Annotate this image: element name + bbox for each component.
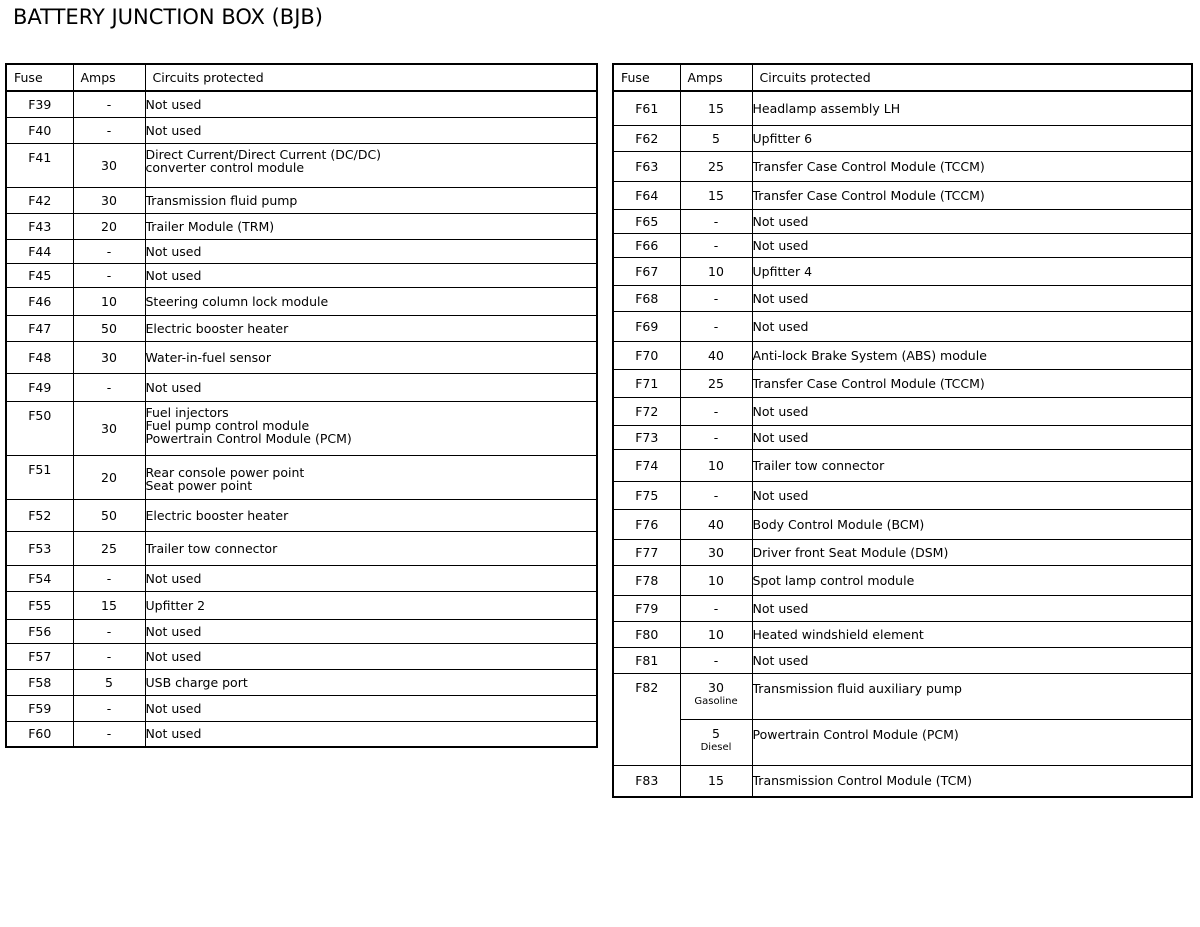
amps-number: 30	[101, 157, 117, 173]
fuse-number: F74	[613, 449, 680, 481]
circuit-line: Not used	[752, 290, 809, 306]
table-row	[6, 341, 597, 373]
circuit-line: Not used	[752, 213, 809, 229]
circuits-protected	[145, 213, 597, 239]
circuit-line: Transfer Case Control Module (TCCM)	[752, 375, 985, 391]
circuit-line: Steering column lock module	[145, 293, 329, 309]
fuse-number: F81	[613, 647, 680, 673]
circuit-line: Not used	[145, 96, 202, 112]
amps-value	[680, 765, 752, 797]
amps-number: 5	[712, 130, 720, 146]
fuse-number: F78	[613, 565, 680, 595]
circuits-protected	[145, 287, 597, 315]
table-row	[613, 285, 1192, 311]
circuit-line: Transfer Case Control Module (TCCM)	[752, 187, 985, 203]
amps-number: 10	[708, 572, 724, 588]
amps-note: Diesel	[700, 741, 732, 753]
circuit-line: Spot lamp control module	[752, 572, 915, 588]
table-row	[613, 481, 1192, 509]
circuit-line: Transmission fluid auxiliary pump	[752, 680, 962, 696]
fuse-number: F52	[6, 499, 73, 531]
fuse-number: F64	[613, 181, 680, 209]
amps-number: -	[106, 726, 112, 742]
fuse-number: F82	[613, 673, 680, 765]
fuse-number: F48	[6, 341, 73, 373]
fuse-number: F53	[6, 531, 73, 565]
fuse-number: F42	[6, 187, 73, 213]
circuits-protected	[752, 311, 1192, 341]
circuit-line: Powertrain Control Module (PCM)	[145, 430, 352, 446]
circuit-line: Driver front Seat Module (DSM)	[752, 544, 949, 560]
table-row	[613, 397, 1192, 425]
table-row	[613, 595, 1192, 621]
circuit-line: Not used	[752, 318, 809, 334]
amps-number: 20	[101, 218, 117, 234]
table-row	[6, 287, 597, 315]
circuit-line: Transmission Control Module (TCM)	[752, 773, 972, 789]
circuits-protected	[752, 449, 1192, 481]
amps-value	[73, 239, 145, 263]
table-row	[613, 621, 1192, 647]
table-row	[613, 233, 1192, 257]
table-row	[6, 263, 597, 287]
circuits-protected	[145, 721, 597, 747]
amps-number: -	[106, 379, 112, 395]
amps-value	[73, 721, 145, 747]
amps-value	[73, 373, 145, 401]
circuit-line: Not used	[145, 243, 202, 259]
amps-value	[73, 565, 145, 591]
fuse-number: F73	[613, 425, 680, 449]
table-row	[613, 509, 1192, 539]
table-row	[6, 721, 597, 747]
page-title: BATTERY JUNCTION BOX (BJB)	[13, 5, 323, 29]
circuits-protected	[752, 539, 1192, 565]
fuse-number: F44	[6, 239, 73, 263]
fuse-number: F72	[613, 397, 680, 425]
table-row	[613, 341, 1192, 369]
circuits-protected	[752, 565, 1192, 595]
amps-number: 25	[101, 540, 117, 556]
circuits-protected	[752, 209, 1192, 233]
circuits-protected	[145, 591, 597, 619]
amps-value	[680, 539, 752, 565]
amps-value	[73, 591, 145, 619]
table-row	[613, 91, 1192, 125]
circuit-line: Upfitter 2	[145, 597, 206, 613]
amps-value	[73, 213, 145, 239]
table-row	[6, 669, 597, 695]
amps-value	[73, 695, 145, 721]
circuits-protected	[145, 315, 597, 341]
circuit-line: Not used	[145, 267, 202, 283]
amps-number: 15	[708, 773, 724, 789]
fuse-number: F79	[613, 595, 680, 621]
circuit-line: Not used	[145, 648, 202, 664]
amps-value	[680, 91, 752, 125]
column-header-fuse: Fuse	[613, 64, 680, 91]
table-row	[6, 455, 597, 499]
circuits-protected	[145, 619, 597, 643]
circuits-protected	[752, 233, 1192, 257]
circuit-line: Anti-lock Brake System (ABS) module	[752, 347, 987, 363]
fuse-number: F83	[613, 765, 680, 797]
amps-value	[73, 401, 145, 455]
amps-value	[680, 341, 752, 369]
amps-number: -	[713, 600, 719, 616]
circuits-protected	[752, 765, 1192, 797]
amps-value	[680, 151, 752, 181]
circuits-protected	[145, 263, 597, 287]
table-header-row	[613, 64, 1192, 91]
amps-number: 25	[708, 158, 724, 174]
circuits-protected	[145, 643, 597, 669]
column-header-circuits: Circuits protected	[752, 64, 1192, 91]
circuit-line: Electric booster heater	[145, 507, 289, 523]
table-row	[6, 643, 597, 669]
fuse-number: F40	[6, 117, 73, 143]
table-row	[613, 425, 1192, 449]
circuit-line: Seat power point	[145, 477, 253, 493]
amps-value	[680, 595, 752, 621]
circuits-protected	[752, 621, 1192, 647]
table-row	[6, 591, 597, 619]
circuit-line: Not used	[145, 623, 202, 639]
amps-number: -	[713, 429, 719, 445]
amps-number: 30	[101, 420, 117, 436]
amps-number: 5	[105, 674, 113, 690]
amps-value	[680, 481, 752, 509]
table-row	[613, 209, 1192, 233]
circuits-protected	[145, 341, 597, 373]
circuit-line: Not used	[145, 379, 202, 395]
circuits-protected	[145, 499, 597, 531]
amps-value	[680, 285, 752, 311]
amps-number: -	[713, 318, 719, 334]
circuit-line: Not used	[145, 122, 202, 138]
circuits-protected	[145, 187, 597, 213]
circuit-line: Water-in-fuel sensor	[145, 349, 271, 365]
amps-value	[680, 425, 752, 449]
table-header-row	[6, 64, 597, 91]
amps-number: 20	[101, 469, 117, 485]
fuse-number: F75	[613, 481, 680, 509]
circuit-line: Not used	[752, 403, 809, 419]
circuits-protected	[752, 481, 1192, 509]
circuit-line: Upfitter 6	[752, 130, 813, 146]
amps-value	[73, 455, 145, 499]
table-row	[613, 539, 1192, 565]
table-row	[6, 117, 597, 143]
circuits-protected	[752, 257, 1192, 285]
circuits-protected	[752, 509, 1192, 539]
circuit-line: Not used	[752, 487, 809, 503]
fuse-number: F56	[6, 619, 73, 643]
amps-number: 30	[708, 544, 724, 560]
fuse-number: F47	[6, 315, 73, 341]
table-row	[6, 187, 597, 213]
table-row	[6, 373, 597, 401]
circuit-line: Trailer tow connector	[145, 540, 278, 556]
amps-value	[73, 143, 145, 187]
circuit-line: Not used	[752, 429, 809, 445]
fuse-number: F59	[6, 695, 73, 721]
amps-number: 15	[101, 597, 117, 613]
table-row	[6, 531, 597, 565]
circuit-line: Headlamp assembly LH	[752, 100, 901, 116]
amps-value	[73, 117, 145, 143]
fuse-number: F41	[6, 143, 73, 187]
circuits-protected	[145, 531, 597, 565]
amps-number: 40	[708, 516, 724, 532]
circuit-line: Powertrain Control Module (PCM)	[752, 726, 959, 742]
circuits-protected	[145, 669, 597, 695]
circuits-protected	[752, 719, 1192, 765]
fuse-number: F46	[6, 287, 73, 315]
table-row	[6, 695, 597, 721]
circuit-line: Trailer tow connector	[752, 457, 885, 473]
amps-value	[73, 619, 145, 643]
table-row	[613, 673, 1192, 719]
amps-number: -	[106, 648, 112, 664]
amps-number: 30	[101, 349, 117, 365]
amps-number: -	[106, 122, 112, 138]
amps-number: -	[713, 652, 719, 668]
table-row	[6, 143, 597, 187]
table-row	[613, 257, 1192, 285]
fuse-number: F45	[6, 263, 73, 287]
amps-number: -	[713, 403, 719, 419]
circuits-protected	[752, 595, 1192, 621]
table-row	[613, 647, 1192, 673]
fuse-number: F60	[6, 721, 73, 747]
table-row	[6, 91, 597, 117]
circuits-protected	[145, 117, 597, 143]
amps-value	[73, 643, 145, 669]
table-row	[6, 619, 597, 643]
fuse-number: F68	[613, 285, 680, 311]
amps-number: 40	[708, 347, 724, 363]
column-header-fuse: Fuse	[6, 64, 73, 91]
amps-value	[73, 315, 145, 341]
circuits-protected	[145, 91, 597, 117]
circuit-line: Not used	[752, 237, 809, 253]
amps-value	[680, 369, 752, 397]
circuit-line: Trailer Module (TRM)	[145, 218, 275, 234]
circuit-line: Body Control Module (BCM)	[752, 516, 925, 532]
amps-note: Gasoline	[694, 695, 738, 707]
circuit-line: Not used	[752, 652, 809, 668]
fuse-number: F62	[613, 125, 680, 151]
amps-number: 50	[101, 507, 117, 523]
fuse-number: F54	[6, 565, 73, 591]
fuse-number: F71	[613, 369, 680, 397]
circuits-protected	[145, 401, 597, 455]
table-row	[613, 565, 1192, 595]
fuse-number: F39	[6, 91, 73, 117]
amps-number: 10	[708, 626, 724, 642]
fuse-number: F63	[613, 151, 680, 181]
amps-value	[73, 531, 145, 565]
circuit-line: Not used	[145, 726, 202, 742]
amps-number: 15	[708, 100, 724, 116]
table-row	[6, 401, 597, 455]
circuit-line: Upfitter 4	[752, 263, 813, 279]
amps-value	[680, 647, 752, 673]
circuits-protected	[752, 125, 1192, 151]
amps-value	[680, 449, 752, 481]
table-row	[613, 369, 1192, 397]
circuits-protected	[752, 425, 1192, 449]
amps-value	[680, 181, 752, 209]
table-row	[6, 213, 597, 239]
circuits-protected	[145, 565, 597, 591]
circuits-protected	[752, 647, 1192, 673]
fuse-number: F66	[613, 233, 680, 257]
column-header-circuits: Circuits protected	[145, 64, 597, 91]
circuits-protected	[145, 455, 597, 499]
amps-value	[73, 91, 145, 117]
amps-number: -	[106, 623, 112, 639]
fuse-number: F58	[6, 669, 73, 695]
amps-value	[73, 263, 145, 287]
fuse-number: F50	[6, 401, 73, 455]
circuit-line: Not used	[145, 700, 202, 716]
amps-value	[680, 257, 752, 285]
table-row	[613, 311, 1192, 341]
circuit-line: Electric booster heater	[145, 320, 289, 336]
circuit-line: Fuel pump control module	[145, 417, 310, 433]
fuse-number: F70	[613, 341, 680, 369]
circuits-protected	[145, 373, 597, 401]
fuse-number: F57	[6, 643, 73, 669]
amps-value	[73, 287, 145, 315]
circuit-line: Transfer Case Control Module (TCCM)	[752, 158, 985, 174]
fuse-number: F67	[613, 257, 680, 285]
fuse-number: F76	[613, 509, 680, 539]
circuit-line: Not used	[145, 570, 202, 586]
table-row	[6, 239, 597, 263]
amps-value	[73, 341, 145, 373]
circuits-protected	[145, 695, 597, 721]
amps-number: 50	[101, 320, 117, 336]
circuit-line: USB charge port	[145, 674, 248, 690]
amps-value	[680, 673, 752, 719]
amps-number: 25	[708, 375, 724, 391]
amps-number: 15	[708, 187, 724, 203]
amps-number: -	[106, 96, 112, 112]
circuits-protected	[752, 91, 1192, 125]
amps-number: 5	[712, 725, 720, 741]
circuit-line: Heated windshield element	[752, 626, 924, 642]
circuits-protected	[752, 397, 1192, 425]
fuse-number: F65	[613, 209, 680, 233]
table-row	[613, 449, 1192, 481]
fuse-number: F43	[6, 213, 73, 239]
amps-number: -	[106, 267, 112, 283]
circuit-line: Rear console power point	[145, 464, 305, 480]
amps-number: -	[713, 237, 719, 253]
amps-number: -	[106, 700, 112, 716]
column-header-amps: Amps	[73, 64, 145, 91]
amps-value	[680, 233, 752, 257]
circuits-protected	[752, 181, 1192, 209]
table-row	[613, 151, 1192, 181]
table-row	[6, 315, 597, 341]
amps-number: 10	[708, 263, 724, 279]
circuits-protected	[752, 369, 1192, 397]
circuit-line: Not used	[752, 600, 809, 616]
amps-number: -	[713, 213, 719, 229]
amps-value	[680, 719, 752, 765]
table-row	[613, 765, 1192, 797]
amps-value	[680, 311, 752, 341]
table-row	[613, 125, 1192, 151]
amps-value	[680, 621, 752, 647]
amps-number: 30	[708, 679, 724, 695]
amps-value	[680, 125, 752, 151]
table-row	[6, 499, 597, 531]
circuits-protected	[752, 285, 1192, 311]
table-row	[613, 181, 1192, 209]
fuse-number: F69	[613, 311, 680, 341]
circuits-protected	[752, 151, 1192, 181]
fuse-table-right	[612, 63, 1193, 798]
amps-value	[73, 669, 145, 695]
fuse-number: F80	[613, 621, 680, 647]
amps-value	[73, 499, 145, 531]
circuit-line: Transmission fluid pump	[145, 192, 298, 208]
amps-value	[680, 209, 752, 233]
circuit-line: Direct Current/Direct Current (DC/DC)	[145, 146, 382, 162]
fuse-number: F61	[613, 91, 680, 125]
amps-number: 10	[708, 457, 724, 473]
column-header-amps: Amps	[680, 64, 752, 91]
circuits-protected	[752, 341, 1192, 369]
circuit-line: converter control module	[145, 159, 305, 175]
amps-number: 30	[101, 192, 117, 208]
circuits-protected	[752, 673, 1192, 719]
amps-value	[680, 397, 752, 425]
fuse-number: F77	[613, 539, 680, 565]
fuse-number: F55	[6, 591, 73, 619]
amps-value	[73, 187, 145, 213]
amps-number: -	[713, 290, 719, 306]
amps-value	[680, 565, 752, 595]
amps-number: -	[713, 487, 719, 503]
fuse-number: F51	[6, 455, 73, 499]
amps-value	[680, 509, 752, 539]
circuits-protected	[145, 143, 597, 187]
amps-number: -	[106, 570, 112, 586]
fuse-table-left	[5, 63, 598, 748]
circuits-protected	[145, 239, 597, 263]
amps-number: 10	[101, 293, 117, 309]
amps-number: -	[106, 243, 112, 259]
table-row	[6, 565, 597, 591]
circuit-line: Fuel injectors	[145, 404, 229, 420]
table-row	[613, 719, 1192, 765]
fuse-number: F49	[6, 373, 73, 401]
